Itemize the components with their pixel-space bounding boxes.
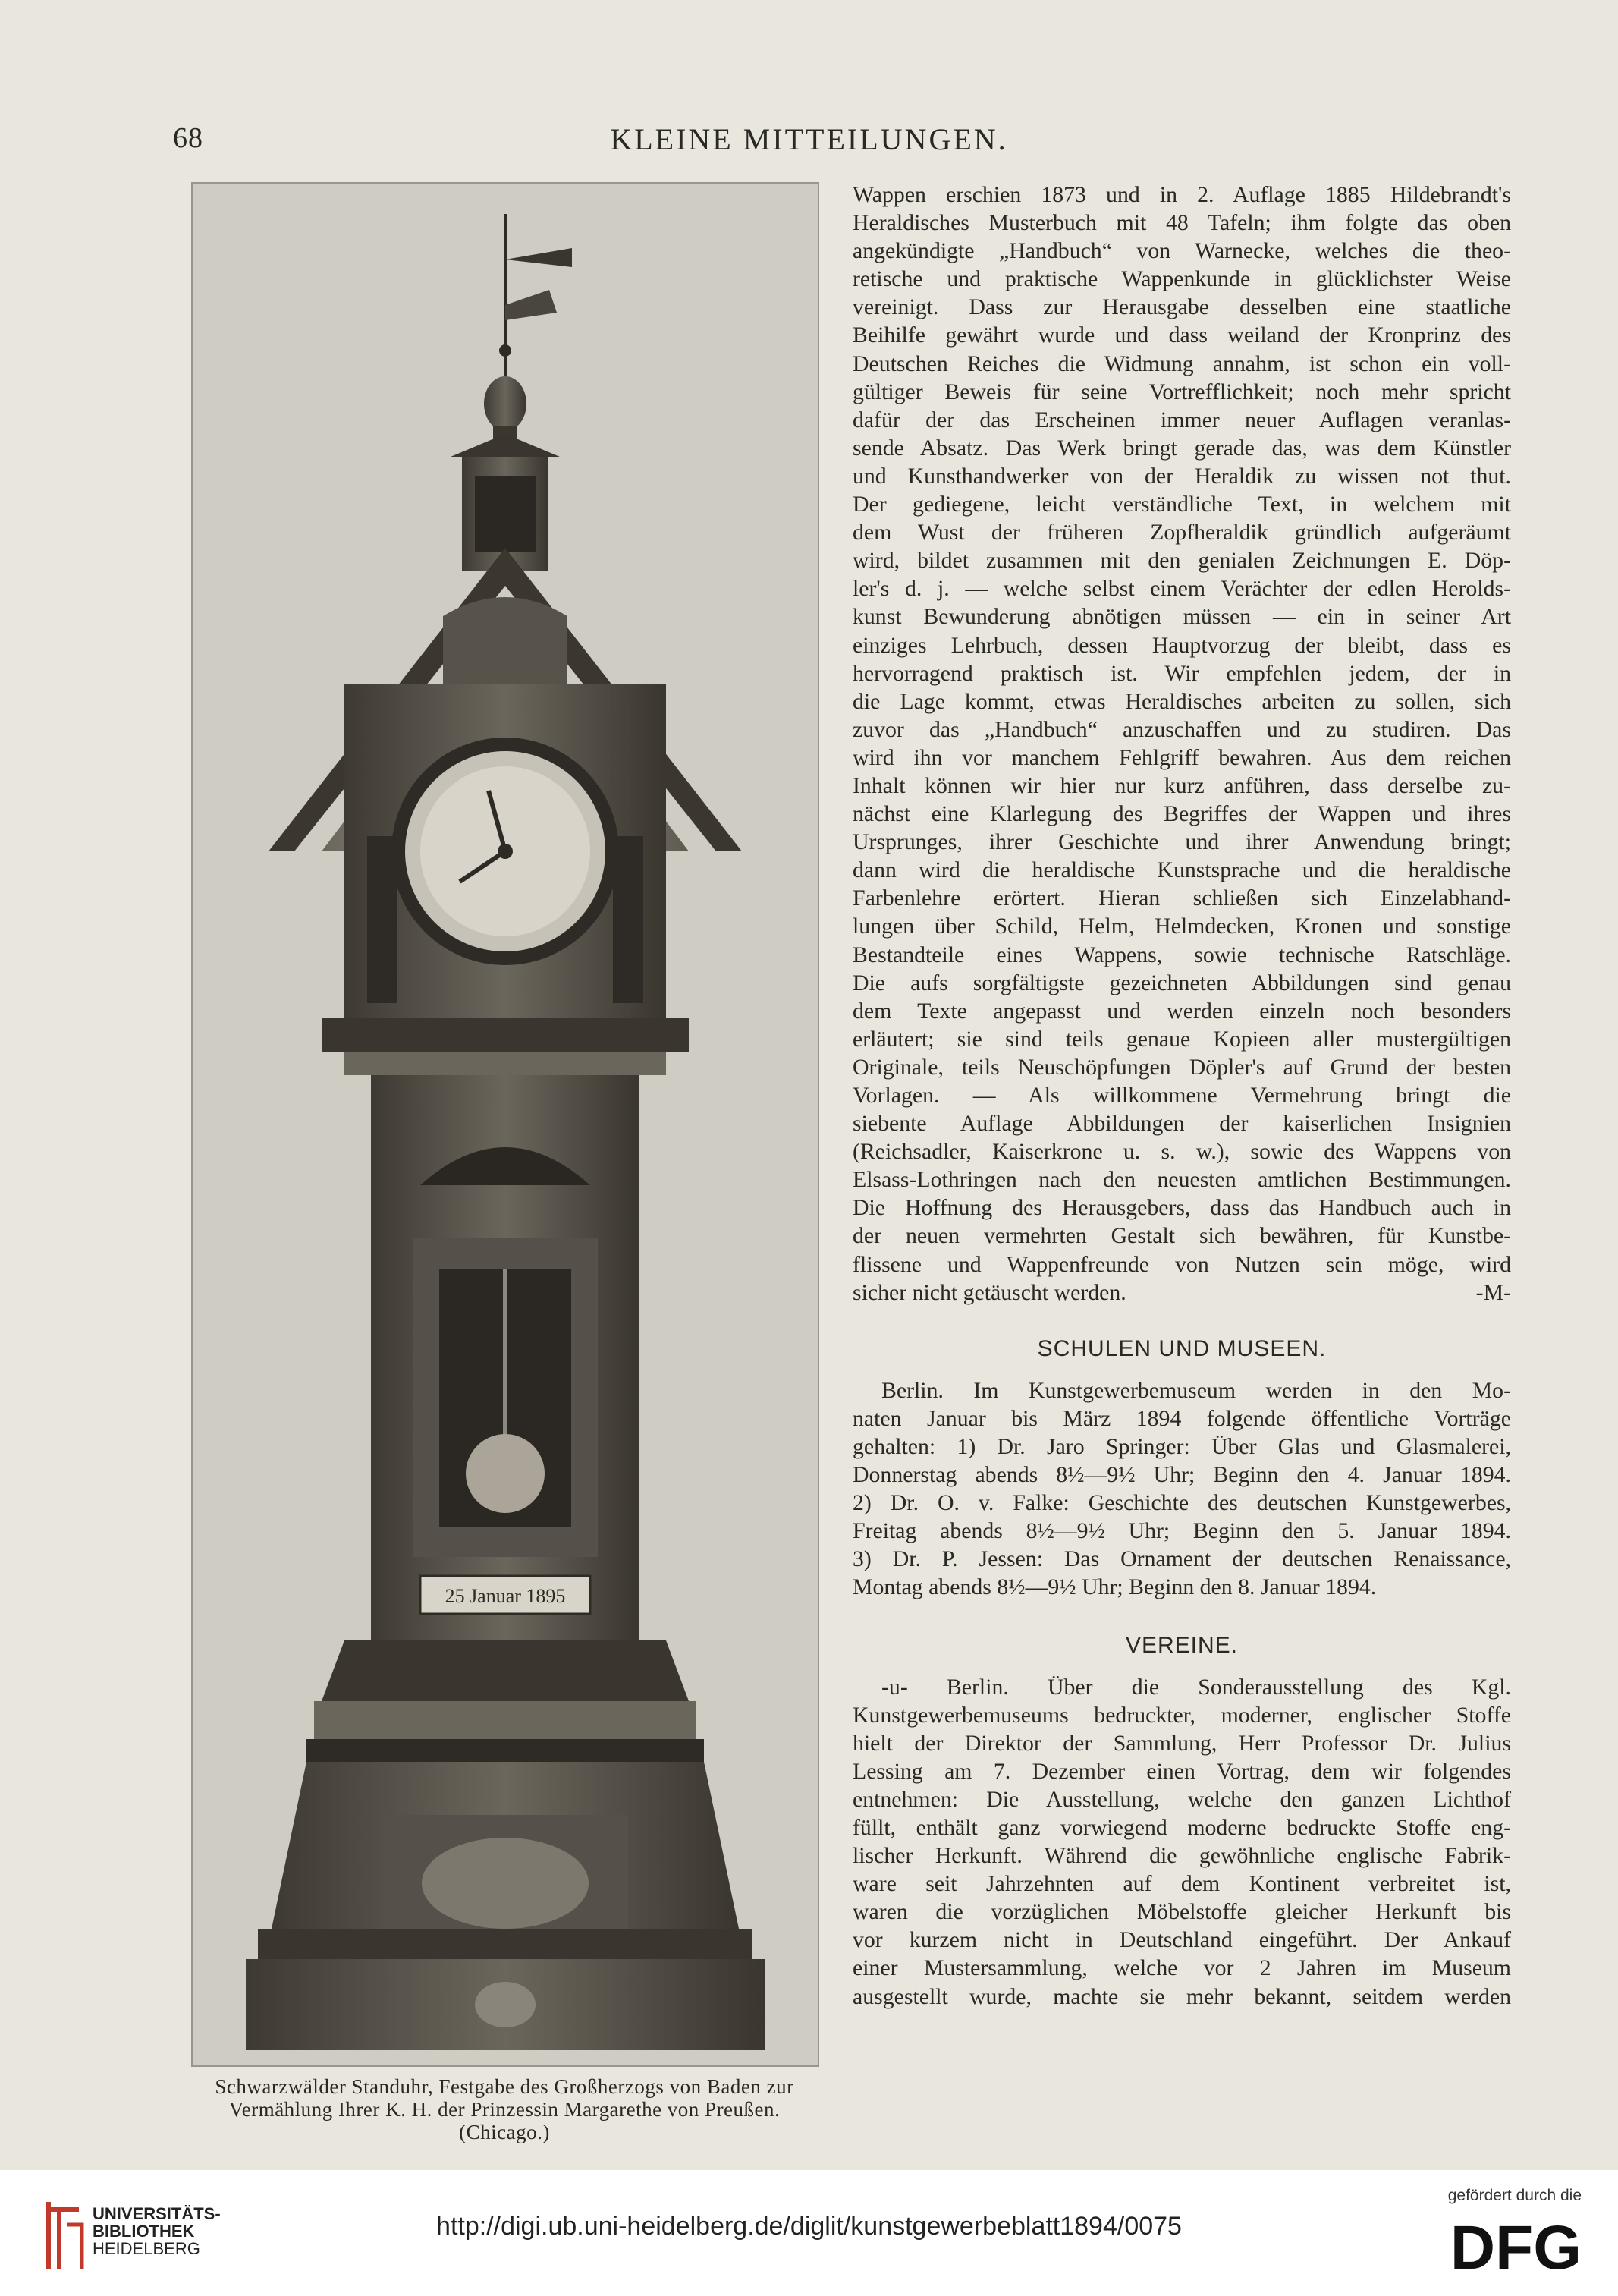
text-line: wird, bildet zusammen mit den genialen Zeichnungen E. Döp- [853, 548, 1511, 574]
dfg-logo-text: DFG [1450, 2216, 1582, 2276]
text-line: Montag abends 8½—9½ Uhr; Beginn den 8. Januar 1894. [853, 1574, 1377, 1600]
author-signature: -M- [1475, 1279, 1511, 1305]
text-line: Vorlagen. — Als willkommene Vermehrung bringt die [853, 1083, 1511, 1108]
text-line: 3) Dr. P. Jessen: Das Ornament der deutschen Renaissance, [853, 1546, 1511, 1572]
text-line: Berlin. Im Kunstgewerbemuseum werden in den Mo- [881, 1377, 1511, 1403]
text-line: Bestandteile eines Wappens, sowie technische Ratschläge. [853, 942, 1511, 967]
text-line: waren die vorzüglichen Möbelstoffe gleicher Herkunft bis [853, 1899, 1511, 1925]
text-line: Die aufs sorgfältigste gezeichneten Abbildungen sind genau [853, 970, 1511, 995]
text-line: (Reichsadler, Kaiserkrone u. s. w.), sowie des Wappens von [853, 1139, 1511, 1165]
text-line: ausgestellt wurde, machte sie mehr bekannt, seitdem werden [853, 1983, 1511, 2009]
text-line: lungen über Schild, Helm, Helmdecken, Kronen und sonstige [853, 914, 1511, 939]
closing-text: sicher nicht getäuscht werden. [853, 1279, 1126, 1305]
text-line: -u- Berlin. Über die Sonderausstellung des Kgl. [881, 1674, 1511, 1700]
text-line: einer Mustersammlung, welche vor 2 Jahren im Museum [853, 1955, 1511, 1981]
text-line: gültiger Beweis für seine Vortrefflichkeit; noch mehr spricht [853, 379, 1511, 404]
figure-caption [152, 2075, 857, 2143]
running-head: KLEINE MITTEILUNGEN. [610, 122, 1008, 156]
text-line: gehalten: 1) Dr. Jaro Springer: Über Glas und Glasmalerei, [853, 1433, 1511, 1459]
paragraph-berlin-exhibition [853, 1673, 1511, 2011]
clock-illustration [191, 182, 819, 2067]
text-line: dem Wust der früheren Zopfheraldik gründlich aufgeräumt [853, 520, 1511, 546]
section-heading-vereine: VEREINE. [1125, 1632, 1239, 1658]
text-line: Freitag abends 8½—9½ Uhr; Beginn den 5. Januar 1894. [853, 1518, 1511, 1544]
text-line: kunst Bewunderung abnötigen müssen — ein in seiner Art [853, 604, 1511, 630]
text-line: ware seit Jahrzehnten auf dem Kontinent verbreitet ist, [853, 1871, 1511, 1897]
text-line: erläutert; sie sind teils genaue Kopieen aller mustergültigen [853, 1026, 1511, 1052]
text-line: dafür der das Erscheinen immer neuer Auflagen veranlas- [853, 407, 1511, 432]
text-line: naten Januar bis März 1894 folgende öffentliche Vorträge [853, 1405, 1511, 1431]
text-line: siebente Auflage Abbildungen der kaiserlichen Insignien [853, 1111, 1511, 1137]
text-line: Wappen erschien 1873 und in 2. Auflage 1885 Hildebrandt's [853, 182, 1511, 207]
text-line: Deutschen Reiches die Widmung annahm, ist schon ein voll- [853, 351, 1511, 376]
text-line: Die Hoffnung des Herausgebers, dass das Handbuch auch in [853, 1195, 1511, 1221]
text-line: Farbenlehre erörtert. Hieran schließen sich Einzelabhand- [853, 885, 1511, 911]
text-line: der neuen vermehrten Gestalt sich bewähren, für Kunstbe- [853, 1223, 1511, 1249]
text-column [853, 181, 1511, 2011]
funded-by-label: gefördert durch die [1447, 2187, 1582, 2204]
text-line: einziges Lehrbuch, dessen Hauptvorzug der bleibt, dass es [853, 632, 1511, 658]
paragraph-closing-line [853, 1279, 1511, 1307]
library-line: HEIDELBERG [93, 2239, 200, 2258]
text-line: dann wird die heraldische Kunstsprache und die heraldische [853, 857, 1511, 883]
library-line: UNIVERSITÄTS- [93, 2204, 221, 2223]
text-line: nächst eine Klarlegung des Begriffes der Wappen und ihres [853, 801, 1511, 827]
dfg-logo-icon [1430, 2216, 1582, 2276]
text-line: Lessing am 7. Dezember einen Vortrag, dem wir folgendes [853, 1758, 1511, 1784]
paragraph-heraldry-review [853, 181, 1511, 1279]
text-line: Der gediegene, leicht verständliche Text, in welchem mit [853, 492, 1511, 517]
text-line: sende Absatz. Das Werk bringt gerade das, was dem Künstler [853, 435, 1511, 461]
caption-line: Vermählung Ihrer K. H. der Prinzessin Margarethe von Preußen. [228, 2098, 781, 2121]
text-line: und Kunsthandwerker von der Heraldik zu wissen not thut. [853, 463, 1511, 489]
text-line: angekündigte „Handbuch“ von Warnecke, welches die theo- [853, 238, 1511, 264]
caption-line: Schwarzwälder Standuhr, Festgabe des Großherzogs von Baden zur [215, 2075, 794, 2098]
caption-line: (Chicago.) [459, 2121, 550, 2143]
text-line: Heraldisches Musterbuch mit 48 Tafeln; ihm folgte das oben [853, 210, 1511, 236]
text-line: die Lage kommt, etwas Heraldisches arbeiten zu sollen, sich [853, 688, 1511, 714]
clock-engraving [193, 184, 818, 2065]
text-line: vor kurzem nicht in Deutschland eingeführt. Der Ankauf [853, 1927, 1511, 1953]
text-line: füllt, enthält ganz vorwiegend moderne bedruckte Stoffe eng- [853, 1814, 1511, 1840]
text-line: Donnerstag abends 8½—9½ Uhr; Beginn den 4. Januar 1894. [853, 1462, 1511, 1488]
text-line: flissene und Wappenfreunde von Nutzen sein möge, wird [853, 1251, 1511, 1277]
section-heading-schulen: SCHULEN UND MUSEEN. [1037, 1335, 1327, 1361]
text-line: Elsass-Lothringen nach den neuesten amtlichen Bestimmungen. [853, 1167, 1511, 1193]
text-line: Originale, teils Neuschöpfungen Döpler's auf Grund der besten [853, 1054, 1511, 1080]
library-line: BIBLIOTHEK [93, 2222, 195, 2241]
text-line: wird ihn vor manchem Fehlgriff bewahren. Aus dem reichen [853, 744, 1511, 770]
footer-bar [0, 2170, 1618, 2296]
text-line: hielt der Direktor der Sammlung, Herr Professor Dr. Julius [853, 1730, 1511, 1756]
text-line: Beihilfe gewährt wurde und dass weiland der Kronprinz des [853, 322, 1511, 348]
text-line: Inhalt können wir hier nur kurz anführen, dass derselbe zu- [853, 772, 1511, 798]
source-url-link[interactable]: http://digi.ub.uni-heidelberg.de/diglit/kunstgewerbeblatt1894/0075 [436, 2212, 1182, 2241]
text-line: Kunstgewerbemuseums bedruckter, moderner, englischer Stoffe [853, 1702, 1511, 1728]
text-line: ler's d. j. — welche selbst einem Verächter der edlen Herolds- [853, 576, 1511, 602]
text-line: lischer Herkunft. Während die gewöhnliche englische Fabrik- [853, 1843, 1511, 1869]
text-line: entnehmen: Die Ausstellung, welche den ganzen Lichthof [853, 1786, 1511, 1812]
text-line: zuvor das „Handbuch“ anzuschaffen und zu studiren. Das [853, 716, 1511, 742]
text-line: hervorragend praktisch ist. Wir empfehlen jedem, der in [853, 660, 1511, 686]
text-line: 2) Dr. O. v. Falke: Geschichte des deutschen Kunstgewerbes, [853, 1490, 1511, 1516]
text-line: vereinigt. Dass zur Herausgabe desselben eine staatliche [853, 294, 1511, 320]
text-line: dem Texte angepasst und werden einzeln noch besonders [853, 998, 1511, 1024]
paragraph-berlin-lectures [853, 1376, 1511, 1602]
date-plaque-text: 25 Januar 1895 [445, 1585, 566, 1607]
text-line: retische und praktische Wappenkunde in glücklichster Weise [853, 266, 1511, 292]
text-line: Ursprunges, ihrer Geschichte und ihrer Anwendung bringt; [853, 829, 1511, 855]
page-number: 68 [173, 122, 203, 154]
